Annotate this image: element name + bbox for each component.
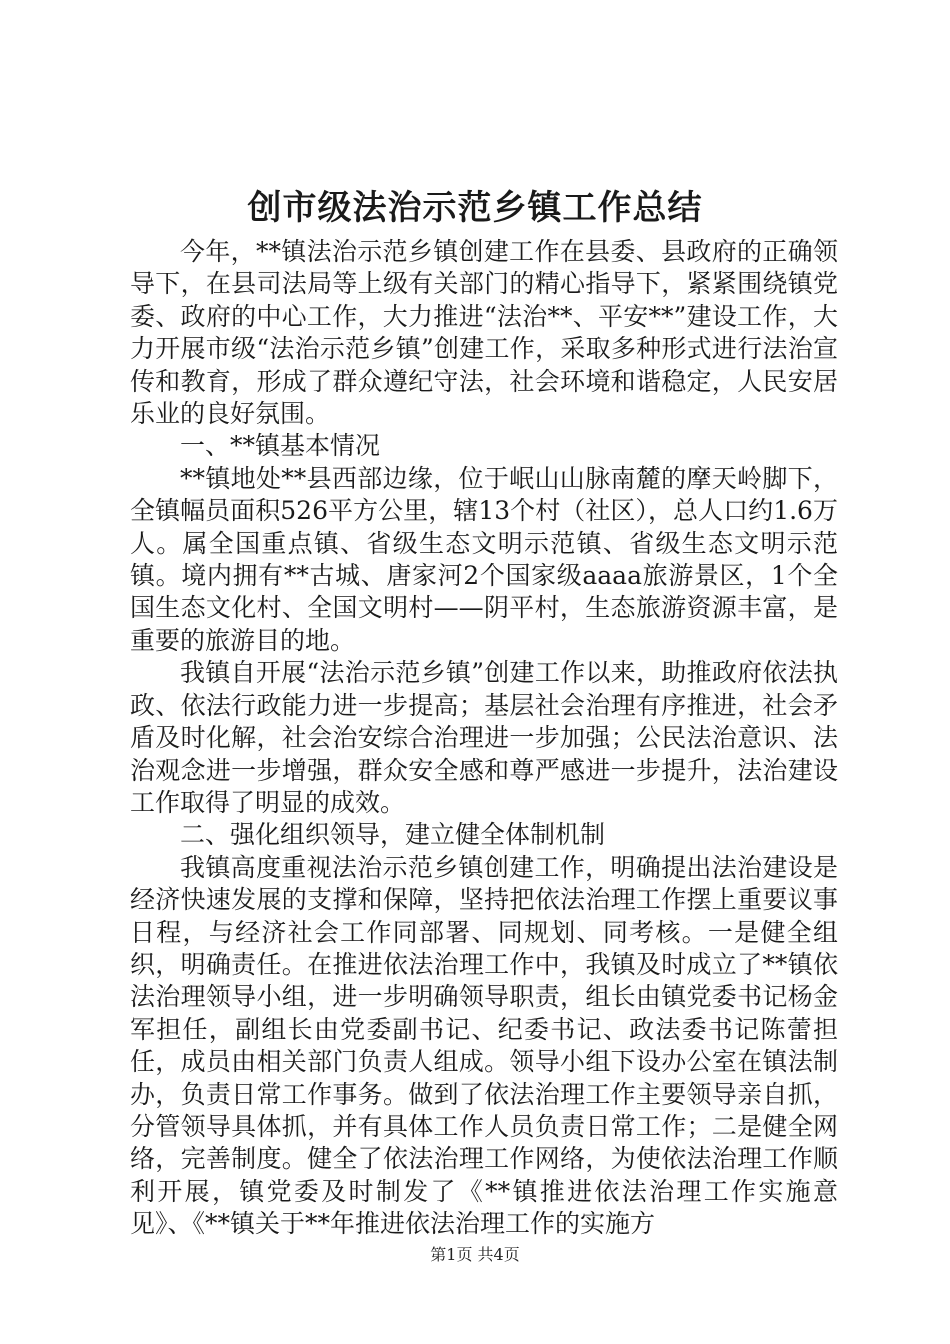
document-title: 创市级法治示范乡镇工作总结 bbox=[247, 188, 703, 228]
paragraph-basic-info: **镇地处**县西部边缘，位于岷山山脉南麓的摩天岭脚下，全镇幅员面积526平方公里，辖13个村（社区），总人口约1.6万人。属全国重点镇、省级生态文明示范镇、省级生态文明示范镇。境内拥有**古城、唐家河2个国家级aaaa旅游景区，1个全国生态文化村、全国文明村——阴平村，生态旅游资源丰富，是重要的旅游目的地。 bbox=[130, 463, 838, 655]
paragraph-organization: 我镇高度重视法治示范乡镇创建工作，明确提出法治建设是经济快速发展的支撑和保障，坚持把依法治理工作摆上重要议事日程，与经济社会工作同部署、同规划、同考核。一是健全组织，明确责任。在推进依法治理工作中，我镇及时成立了**镇依法治理领导小组，进一步明确领导职责，组长由镇党委书记杨金军担任，副组长由党委副书记、纪委书记、政法委书记陈蕾担任，成员由相关部门负责人组成。领导小组下设办公室在镇法制办，负责日常工作事务。做到了依法治理工作主要领导亲自抓，分管领导具体抓，并有具体工作人员负责日常工作；二是健全网络，完善制度。健全了依法治理工作网络，为使依法治理工作顺利开展，镇党委及时制发了《**镇推进依法治理工作实施意见》、《**镇关于**年推进依法治理工作的实施方 bbox=[130, 852, 838, 1239]
page-footer bbox=[0, 1244, 950, 1266]
page-number: 第1页 共4页 bbox=[430, 1245, 520, 1264]
paragraph-intro: 今年，**镇法治示范乡镇创建工作在县委、县政府的正确领导下，在县司法局等上级有关部门的精心指导下，紧紧围绕镇党委、政府的中心工作，大力推进“法治**、平安**”建设工作，大力开展市级“法治示范乡镇”创建工作，采取多种形式进行法治宣传和教育，形成了群众遵纪守法，社会环境和谐稳定，人民安居乐业的良好氛围。 bbox=[130, 237, 838, 429]
section-heading-organization: 二、强化组织领导，建立健全体制机制 bbox=[180, 820, 606, 850]
document-body bbox=[130, 236, 838, 1241]
paragraph-achievements: 我镇自开展“法治示范乡镇”创建工作以来，助推政府依法执政、依法行政能力进一步提高；基层社会治理有序推进，社会矛盾及时化解，社会治安综合治理进一步加强；公民法治意识、法治观念进一步增强，群众安全感和尊严感进一步提升，法治建设工作取得了明显的成效。 bbox=[130, 658, 838, 817]
section-heading-basic-info: 一、**镇基本情况 bbox=[180, 431, 381, 461]
